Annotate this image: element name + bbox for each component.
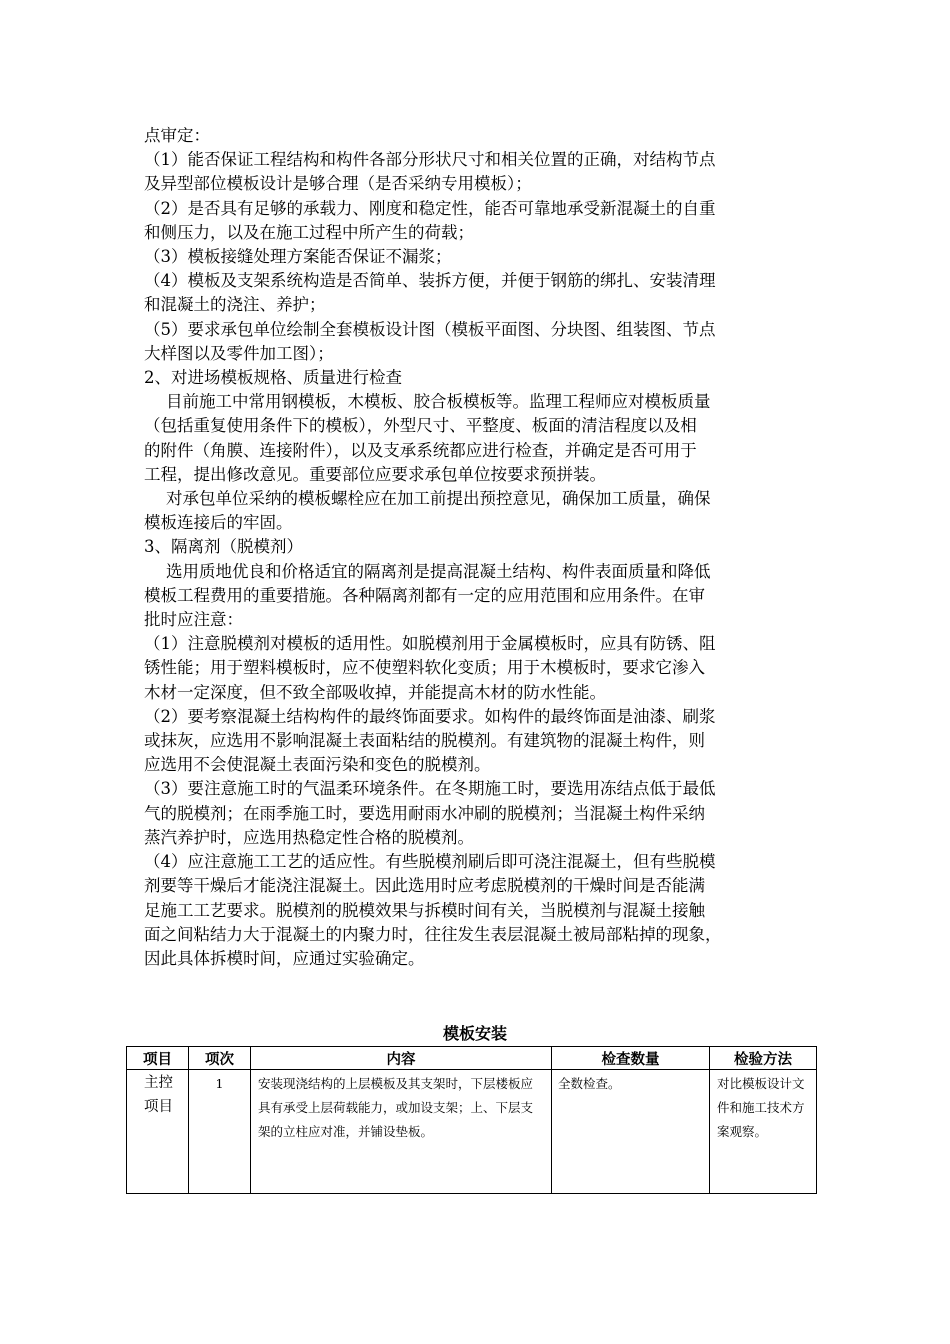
text-line: 模板工程费用的重要措施。各种隔离剂都有一定的应用范围和应用条件。在审 bbox=[144, 585, 705, 605]
table-title: 模板安装 bbox=[442, 1024, 507, 1043]
cell-item bbox=[127, 1070, 189, 1194]
text-line: 木材一定深度，但不致全部吸收掉，并能提高木材的防水性能。 bbox=[144, 682, 606, 702]
text-line: 足施工工艺要求。脱模剂的脱模效果与拆模时间有关，当脱模剂与混凝土接触 bbox=[144, 900, 705, 920]
text-line: （2）是否具有足够的承载力、刚度和稳定性，能否可靠地承受新混凝土的自重 bbox=[144, 198, 716, 218]
text-line: （5）要求承包单位绘制全套模板设计图（模板平面图、分块图、组装图、节点 bbox=[144, 319, 716, 339]
text-line: 对承包单位采纳的模板螺栓应在加工前提出预控意见，确保加工质量，确保 bbox=[166, 489, 711, 509]
text-line: 和侧压力，以及在施工过程中所产生的荷载； bbox=[144, 222, 474, 242]
text-line: 模板连接后的牢固。 bbox=[144, 513, 293, 533]
body-text bbox=[144, 124, 820, 971]
header-quantity: 检查数量 bbox=[552, 1047, 710, 1070]
text-line: 选用质地优良和价格适宜的隔离剂是提高混凝土结构、构件表面质量和降低 bbox=[166, 561, 711, 581]
header-method: 检验方法 bbox=[710, 1047, 817, 1070]
text-line: （3）模板接缝处理方案能否保证不漏浆； bbox=[144, 247, 452, 267]
header-item: 项目 bbox=[127, 1047, 189, 1070]
cell-seq: 1 bbox=[189, 1070, 251, 1194]
text-line: （4）模板及支架系统构造是否简单、装拆方便，并便于钢筋的绑扎、安装清理 bbox=[144, 271, 716, 291]
text-line: 应选用不会使混凝土表面污染和变色的脱模剂。 bbox=[144, 755, 491, 775]
text-line: 气的脱模剂；在雨季施工时，要选用耐雨水冲刷的脱模剂；当混凝土构件采纳 bbox=[144, 803, 705, 823]
text-line: 面之间粘结力大于混凝土的内聚力时，往往发生表层混凝土被局部粘掉的现象， bbox=[144, 924, 722, 944]
text-line: （3）要注意施工时的气温柔环境条件。在冬期施工时，要选用冻结点低于最低 bbox=[144, 779, 716, 799]
header-content: 内容 bbox=[251, 1047, 552, 1070]
header-seq: 项次 bbox=[189, 1047, 251, 1070]
table-row bbox=[127, 1070, 817, 1194]
text-line: 和混凝土的浇注、养护； bbox=[144, 295, 326, 315]
text-line: 工程，提出修改意见。重要部位应要求承包单位按要求预拼装。 bbox=[144, 464, 606, 484]
cell-method: 对比模板设计文件和施工技术方案观察。 bbox=[710, 1070, 817, 1194]
text-line: 批时应注意： bbox=[144, 610, 243, 630]
cell-content: 安装现浇结构的上层模板及其支架时，下层楼板应具有承受上层荷载能力，或加设支架；上、下层支架的立柱应对准，并铺设垫板。 bbox=[251, 1070, 552, 1194]
text-line: 目前施工中常用钢模板，木模板、胶合板模板等。监理工程师应对模板质量 bbox=[166, 392, 711, 412]
text-line: 的附件（角膜、连接附件），以及支承系统都应进行检查，并确定是否可用于 bbox=[144, 440, 697, 460]
text-line: 因此具体拆模时间，应通过实验确定。 bbox=[144, 948, 425, 968]
text-line: 点审定： bbox=[144, 126, 210, 145]
inspection-table bbox=[126, 1046, 817, 1194]
text-line: 大样图以及零件加工图）； bbox=[144, 343, 334, 363]
text-line: 蒸汽养护时，应选用热稳定性合格的脱模剂。 bbox=[144, 827, 474, 847]
text-line: 剂要等干燥后才能浇注混凝土。因此选用时应考虑脱模剂的干燥时间是否能满 bbox=[144, 876, 705, 896]
text-line: （1）注意脱模剂对模板的适用性。如脱模剂用于金属模板时，应具有防锈、阻 bbox=[144, 634, 716, 654]
table-header-row bbox=[127, 1047, 817, 1070]
text-line: 锈性能；用于塑料模板时，应不使塑料软化变质；用于木模板时，要求它渗入 bbox=[144, 658, 705, 678]
text-line: 3、隔离剂（脱模剂） bbox=[144, 537, 303, 557]
text-line: （2）要考察混凝土结构构件的最终饰面要求。如构件的最终饰面是油漆、刷浆 bbox=[144, 706, 716, 726]
text-line: 或抹灰，应选用不影响混凝土表面粘结的脱模剂。有建筑物的混凝土构件，则 bbox=[144, 731, 705, 751]
text-line: 及异型部位模板设计是够合理（是否采纳专用模板）； bbox=[144, 174, 532, 194]
text-line: 2、对进场模板规格、质量进行检查 bbox=[144, 368, 402, 388]
cell-quantity: 全数检查。 bbox=[552, 1070, 710, 1194]
cell-item-text: 主控项目 bbox=[144, 1075, 173, 1115]
text-line: （包括重复使用条件下的模板），外型尺寸、平整度、板面的清洁程度以及相 bbox=[144, 416, 697, 436]
text-line: （4）应注意施工工艺的适应性。有些脱模剂刷后即可浇注混凝土，但有些脱模 bbox=[144, 852, 716, 872]
text-line: （1）能否保证工程结构和构件各部分形状尺寸和相关位置的正确，对结构节点 bbox=[144, 150, 716, 170]
